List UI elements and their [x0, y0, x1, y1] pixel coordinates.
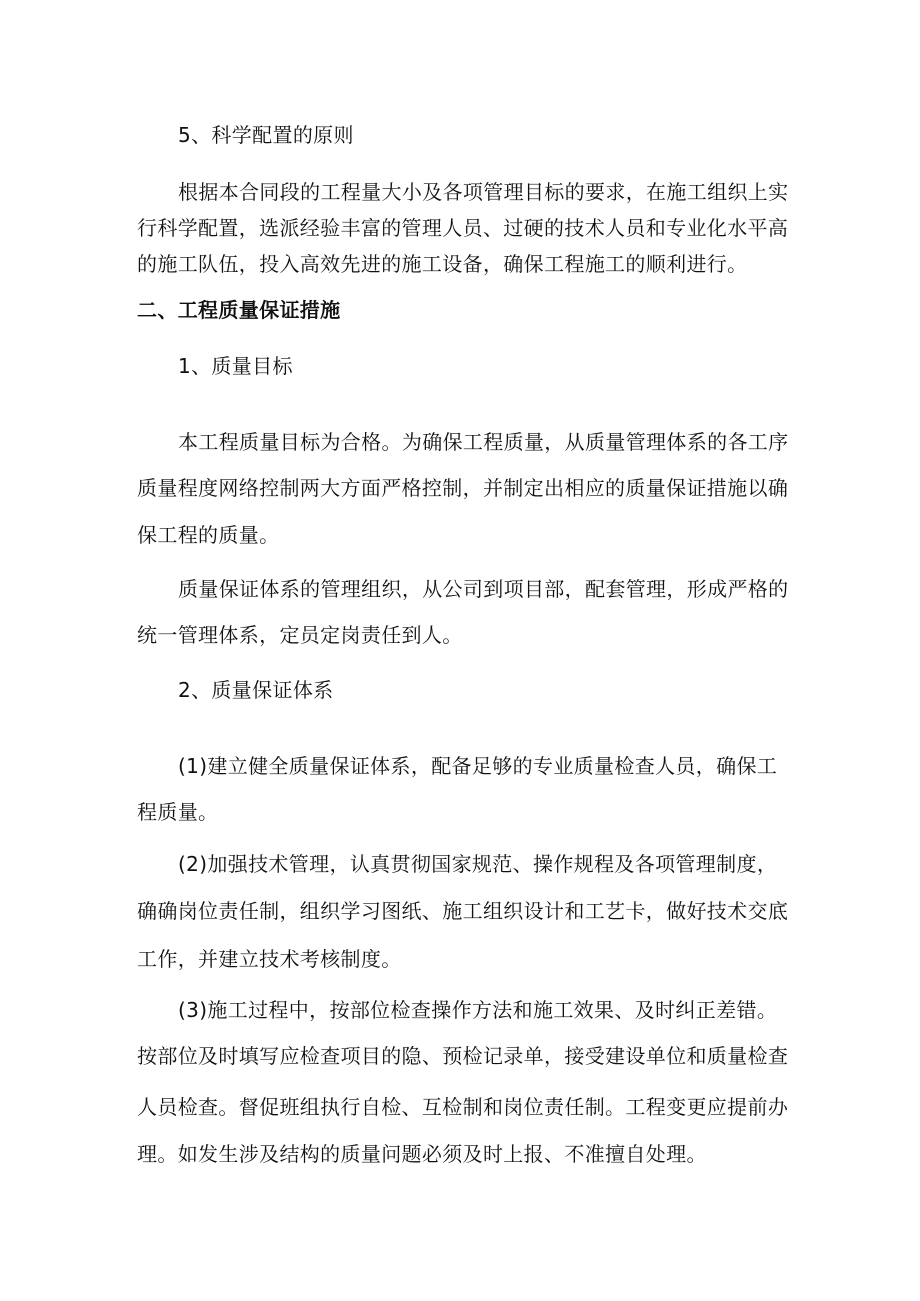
sub-1-para1-line-3: 保工程的质量。 [137, 523, 280, 547]
sub-2-item3-line-3: 人员检查。督促班组执行自检、互检制和岗位责任制。工程变更应提前办 [137, 1095, 789, 1119]
sub-2-item3-line-1: (3)施工过程中，按部位检查操作方法和施工效果、及时纠正差错。 [178, 998, 778, 1022]
section-5-para-line-2: 行科学配置，选派经验丰富的管理人员、过硬的技术人员和专业化水平高 [137, 216, 789, 240]
sub-2-item2-line-3: 工作，并建立技术考核制度。 [137, 947, 402, 971]
sub-1-title: 1、质量目标 [178, 354, 293, 378]
sub-1-para1-line-1: 本工程质量目标为合格。为确保工程质量，从质量管理体系的各工序 [178, 430, 789, 454]
sub-2-item1-line-1: (1)建立健全质量保证体系，配备足够的专业质量检查人员，确保工 [178, 754, 778, 778]
section-5-title: 5、科学配置的原则 [178, 123, 354, 147]
chapter-2-heading: 二、工程质量保证措施 [137, 298, 341, 322]
section-5-para-line-1: 根据本合同段的工程量大小及各项管理目标的要求，在施工组织上实 [178, 180, 789, 204]
sub-2-title: 2、质量保证体系 [178, 678, 334, 702]
section-5-para-line-3: 的施工队伍，投入高效先进的施工设备，确保工程施工的顺利进行。 [137, 252, 748, 276]
sub-2-item1-line-2: 程质量。 [137, 800, 219, 824]
sub-1-para2-line-1: 质量保证体系的管理组织，从公司到项目部，配套管理，形成严格的 [178, 577, 789, 601]
sub-2-item3-line-4: 理。如发生涉及结构的质量问题必须及时上报、不准擅自处理。 [137, 1142, 707, 1166]
sub-1-para1-line-2: 质量程度网络控制两大方面严格控制，并制定出相应的质量保证措施以确 [137, 476, 789, 500]
sub-2-item2-line-1: (2)加强技术管理，认真贯彻国家规范、操作规程及各项管理制度， [178, 852, 778, 876]
sub-2-item3-line-2: 按部位及时填写应检查项目的隐、预检记录单，接受建设单位和质量检查 [137, 1044, 789, 1068]
sub-1-para2-line-2: 统一管理体系，定员定岗责任到人。 [137, 623, 463, 647]
sub-2-item2-line-2: 确确岗位责任制，组织学习图纸、施工组织设计和工艺卡，做好技术交底 [137, 899, 789, 923]
